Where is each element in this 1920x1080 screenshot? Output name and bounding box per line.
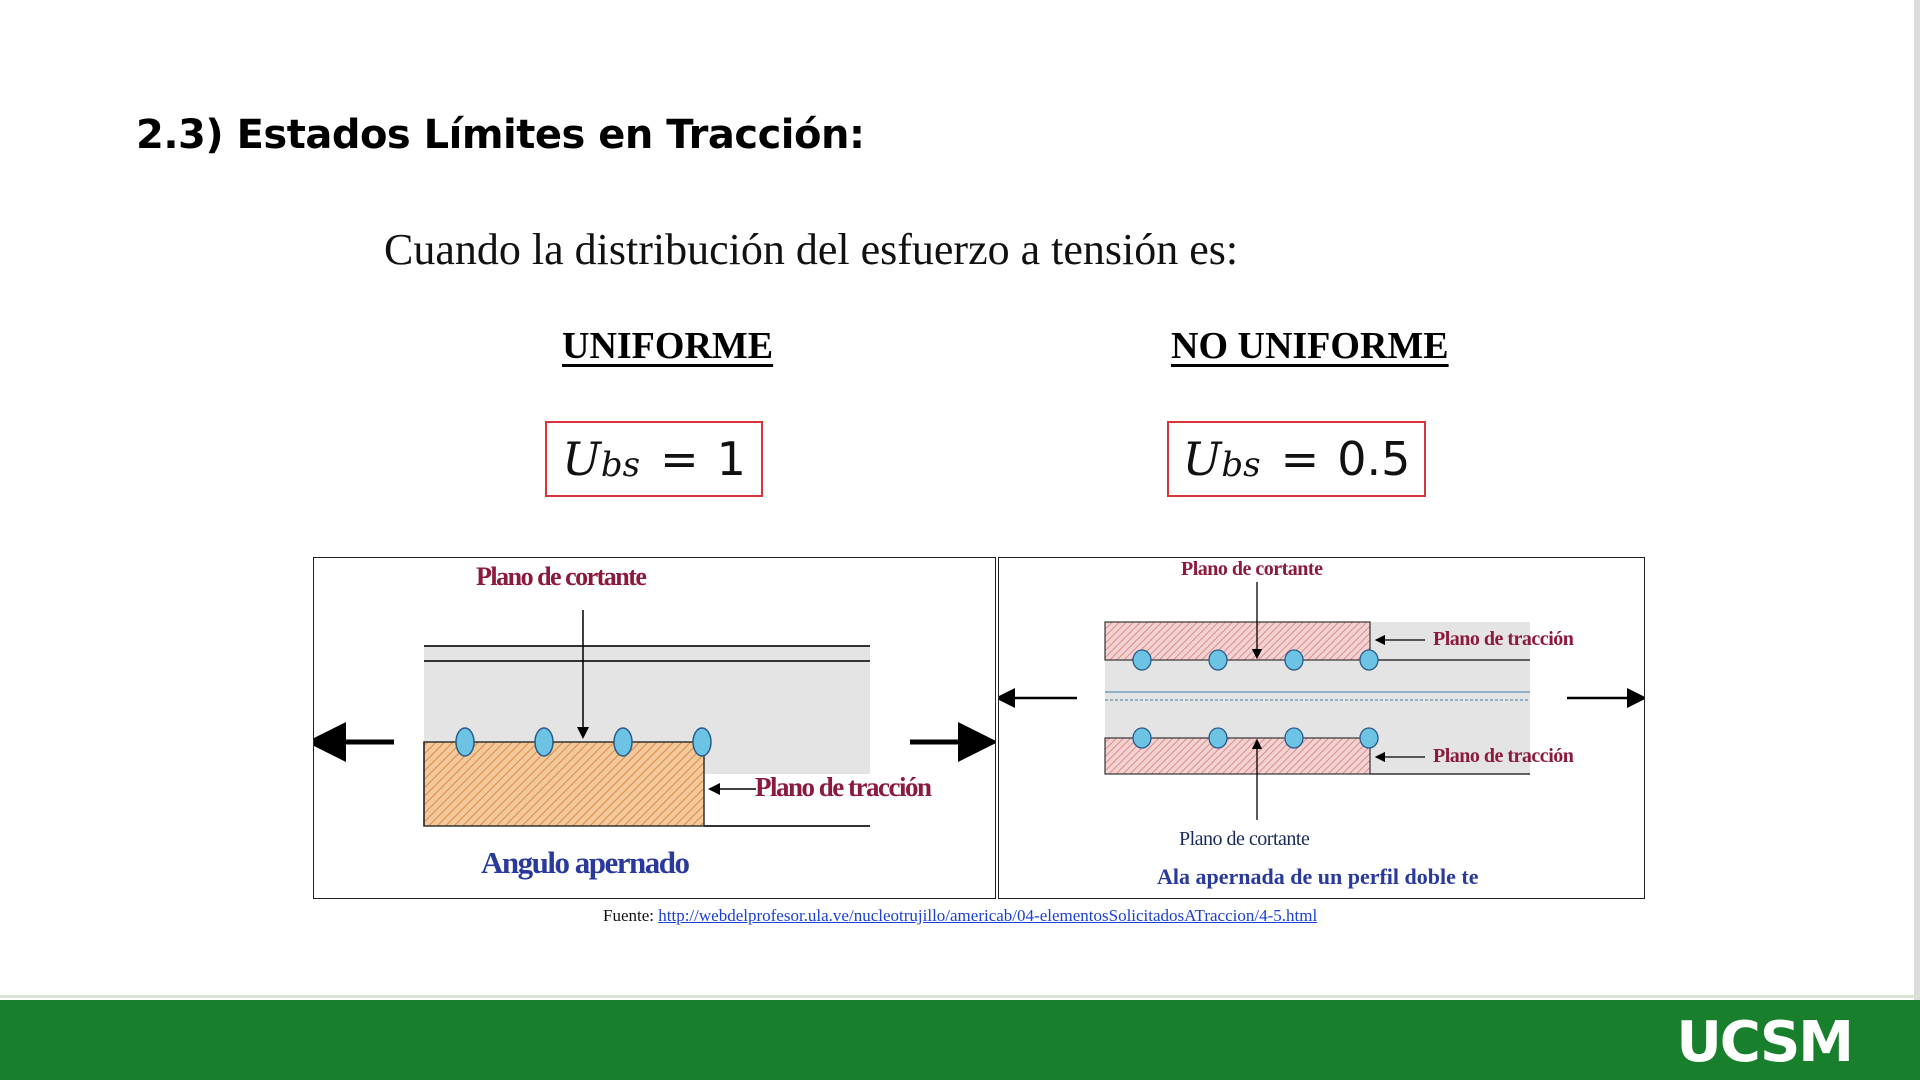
label-plano-cortante-top: Plano de cortante xyxy=(1181,558,1323,580)
right-edge-shadow xyxy=(1914,0,1920,1000)
figure-ala-apernada xyxy=(998,557,1645,899)
figure-caption: Ala apernada de un perfil doble te xyxy=(1157,864,1479,889)
figure-caption: Angulo apernado xyxy=(481,845,689,880)
label-plano-traccion-top: Plano de tracción xyxy=(1433,628,1574,650)
label-plano-traccion: Plano de tracción xyxy=(755,772,931,802)
formula-subscript: bs xyxy=(600,445,641,485)
intro-text: Cuando la distribución del esfuerzo a tensión es: xyxy=(384,225,1239,274)
formula-uniform xyxy=(545,421,763,497)
formula-subscript: bs xyxy=(1221,445,1261,485)
formula-nonuniform xyxy=(1167,421,1426,497)
slide-title: 2.3) Estados Límites en Tracción: xyxy=(136,112,865,158)
formula-variable: U xyxy=(1182,432,1222,486)
footer-divider xyxy=(0,995,1920,998)
formula-equals: = xyxy=(1280,432,1320,486)
formula-value: 1 xyxy=(716,432,746,486)
formula-equals: = xyxy=(660,432,699,486)
formula-value: 0.5 xyxy=(1337,432,1411,486)
figure-angulo-apernado xyxy=(313,557,996,899)
heading-no-uniforme: NO UNIFORME xyxy=(1171,325,1449,367)
heading-uniforme: UNIFORME xyxy=(562,325,774,367)
source-link[interactable]: http://webdelprofesor.ula.ve/nucleotrujillo/americab/04-elementosSolicitadosATraccion/4-5.html xyxy=(658,906,1318,925)
formula-variable: U xyxy=(562,432,601,486)
label-plano-cortante-bottom: Plano de cortante xyxy=(1179,828,1310,850)
ucsm-logo: UCSM xyxy=(1676,1010,1852,1075)
footer-band xyxy=(0,1000,1920,1080)
source-citation xyxy=(603,906,1317,926)
flange-diagram xyxy=(999,558,1645,899)
label-plano-cortante: Plano de cortante xyxy=(476,562,646,591)
label-plano-traccion-bottom: Plano de tracción xyxy=(1433,745,1574,767)
source-label: Fuente: xyxy=(603,906,654,925)
